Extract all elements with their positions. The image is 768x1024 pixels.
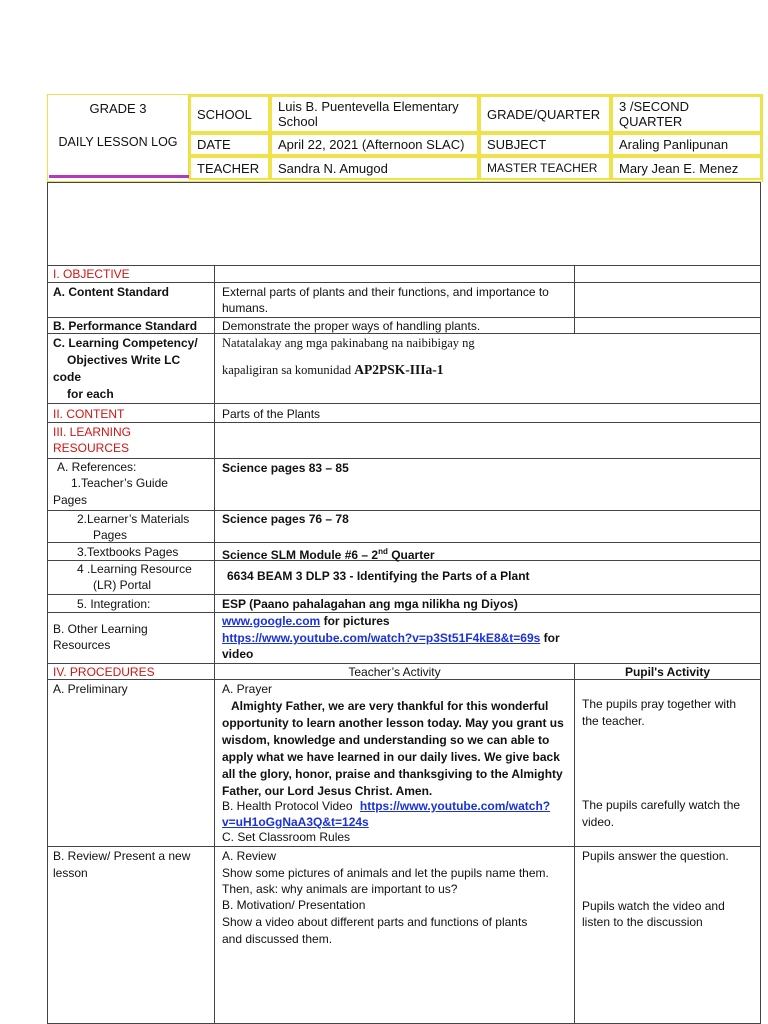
other-resources-line-2 xyxy=(222,630,560,646)
procedures-heading: IV. PROCEDURES xyxy=(53,665,155,679)
content-value: Parts of the Plants xyxy=(222,407,321,421)
teachers-guide-value: Science pages 83 – 85 xyxy=(222,461,349,475)
other-resources-label: B. Other Learning xyxy=(53,622,148,636)
column-divider-2a xyxy=(574,265,575,333)
content-heading: II. CONTENT xyxy=(53,407,125,421)
competency-text-line-1: Natatalakay ang mga pakinabang na naibibigay ng xyxy=(222,336,475,350)
textbooks-value: Science SLM Module #6 – 2nd Quarter xyxy=(222,547,435,562)
row-line xyxy=(47,403,761,404)
health-protocol-label: B. Health Protocol Video xyxy=(222,799,353,813)
review-label-line-1: B. Review/ Present a new xyxy=(53,849,191,863)
master-teacher-label: MASTER TEACHER xyxy=(479,156,611,180)
preliminary-label: A. Preliminary xyxy=(53,682,128,696)
teacher-value: Sandra N. Amugod xyxy=(270,156,479,180)
grade-label: GRADE 3 xyxy=(89,101,147,116)
date-label: DATE xyxy=(189,133,270,156)
lr-portal-value: 6634 BEAM 3 DLP 33 - Identifying the Parts of a Plant xyxy=(227,569,530,583)
prayer-line-1: Almighty Father, we are very thankful for this wonderful xyxy=(231,699,549,713)
competency-code: AP2PSK-IIIa-1 xyxy=(354,362,444,377)
for-pictures-text: for pictures xyxy=(323,614,390,628)
integration-value: ESP (Paano pahalagahan ang mga nilikha ng Diyos) xyxy=(222,597,518,611)
learners-materials-label-pages: Pages xyxy=(93,528,128,542)
prayer-label: A. Prayer xyxy=(222,682,273,696)
references-label: A. References: xyxy=(57,460,137,474)
prayer-line-5: all the glory, honor, praise and thanksgiving to the Almighty xyxy=(222,767,563,781)
performance-standard-label: B. Performance Standard xyxy=(53,319,198,333)
competency-text: kapaligiran sa komunidad xyxy=(222,363,352,377)
prayer-line-2: opportunity to learn another lesson today. May you grant us xyxy=(222,716,564,730)
integration-label: 5. Integration: xyxy=(77,597,151,611)
prayer-line-3: wisdom, knowledge and understanding so we can able to xyxy=(222,733,550,747)
row-line xyxy=(47,612,761,613)
video-text: video xyxy=(222,647,254,661)
competency-label-line-2: Objectives Write LC xyxy=(67,353,181,367)
date-value: April 22, 2021 (Afternoon SLAC) xyxy=(270,133,479,156)
learners-materials-label: 2.Learner’s Materials xyxy=(77,512,190,526)
teachers-guide-label: 1.Teacher’s Guide xyxy=(71,476,168,490)
review-title: A. Review xyxy=(222,849,277,863)
row-line xyxy=(47,542,761,543)
grade-quarter-value: 3 /SECOND QUARTER xyxy=(611,95,762,133)
competency-label-line-4: for each xyxy=(67,387,114,401)
master-teacher-value: Mary Jean E. Menez xyxy=(611,156,762,180)
pupil-watch-line-2: video. xyxy=(582,815,615,829)
other-resources-line-1 xyxy=(222,613,390,629)
textbooks-label: 3.Textbooks Pages xyxy=(77,545,179,559)
prayer-line-6: Father, our Lord Jesus Christ. Amen. xyxy=(222,784,433,798)
school-value: Luis B. Puentevella Elementary School xyxy=(270,95,479,133)
pupil-video-line-1: Pupils watch the video and xyxy=(582,899,725,913)
table-border-right xyxy=(760,182,761,1024)
row-line xyxy=(47,846,761,847)
health-protocol-line xyxy=(222,798,550,814)
lr-portal-label-2: (LR) Portal xyxy=(93,578,152,592)
content-standard-label: A. Content Standard xyxy=(53,285,169,299)
objective-heading: I. OBJECTIVE xyxy=(53,267,130,281)
other-resources-label-2: Resources xyxy=(53,638,111,652)
row-line xyxy=(47,422,761,423)
youtube-plants-link[interactable]: https://www.youtube.com/watch?v=p3St51F4kE8&t=69s xyxy=(222,631,541,645)
row-line xyxy=(47,182,761,183)
competency-text-line-2 xyxy=(222,362,444,378)
health-protocol-link[interactable]: https://www.youtube.com/watch? xyxy=(359,799,551,813)
pupil-watch-line-1: The pupils carefully watch the xyxy=(582,798,741,812)
resources-heading-line-2: RESOURCES xyxy=(53,441,130,455)
daily-lesson-log-title: DAILY LESSON LOG xyxy=(58,135,178,149)
pupil-pray-line-2: the teacher. xyxy=(582,714,645,728)
column-divider-2b xyxy=(574,663,575,1024)
purple-accent-bar xyxy=(49,175,189,178)
row-line xyxy=(47,594,761,595)
health-protocol-link-2 xyxy=(222,814,369,830)
pupil-pray-line-1: The pupils pray together with xyxy=(582,697,737,711)
row-line xyxy=(47,265,761,266)
table-border-left xyxy=(47,182,48,1024)
motivation-title: B. Motivation/ Presentation xyxy=(222,898,366,912)
content-standard-value: External parts of plants and their functions, and importance to humans. xyxy=(222,285,549,315)
column-divider-1 xyxy=(214,265,215,1024)
school-label: SCHOOL xyxy=(189,95,270,133)
health-protocol-link-cont[interactable]: v=uH1oGgNaA3Q&t=124s xyxy=(222,815,369,829)
competency-label-line-1: C. Learning Competency/ xyxy=(53,336,198,350)
header-block xyxy=(47,94,763,182)
teacher-label: TEACHER xyxy=(189,156,270,180)
row-line xyxy=(47,282,761,283)
lr-portal-label: 4 .Learning Resource xyxy=(77,562,192,576)
pupil-answer: Pupils answer the question. xyxy=(582,849,729,863)
for-text: for xyxy=(543,631,560,645)
grade-log-title-cell xyxy=(48,95,190,179)
review-line-1: Show some pictures of animals and let the pupils name them. xyxy=(222,866,549,880)
teachers-activity-header: Teacher’s Activity xyxy=(348,665,441,679)
prayer-line-4: apply what we have learned in our daily lives. We give back xyxy=(222,750,560,764)
pupil-video-line-2: listen to the discussion xyxy=(582,915,703,929)
lesson-log-table xyxy=(47,182,761,1024)
subject-value: Araling Panlipunan xyxy=(611,133,762,156)
subject-label: SUBJECT xyxy=(479,133,611,156)
review-line-2: Then, ask: why animals are important to us? xyxy=(222,882,458,896)
row-line xyxy=(47,458,761,459)
google-link[interactable]: www.google.com xyxy=(222,614,321,628)
grade-quarter-label: GRADE/QUARTER xyxy=(479,95,611,133)
classroom-rules-label: C. Set Classroom Rules xyxy=(222,830,351,844)
review-label-line-2: lesson xyxy=(53,866,88,880)
resources-heading-line-1: III. LEARNING xyxy=(53,425,132,439)
performance-standard-value: Demonstrate the proper ways of handling plants. xyxy=(222,319,481,333)
teachers-guide-label-pages: Pages xyxy=(53,493,88,507)
learners-materials-value: Science pages 76 – 78 xyxy=(222,512,349,526)
motivation-line-2: and discussed them. xyxy=(222,932,333,946)
competency-label-line-3: code xyxy=(53,370,82,384)
motivation-line-1: Show a video about different parts and functions of plants xyxy=(222,915,528,929)
pupils-activity-header: Pupil's Activity xyxy=(624,665,711,679)
